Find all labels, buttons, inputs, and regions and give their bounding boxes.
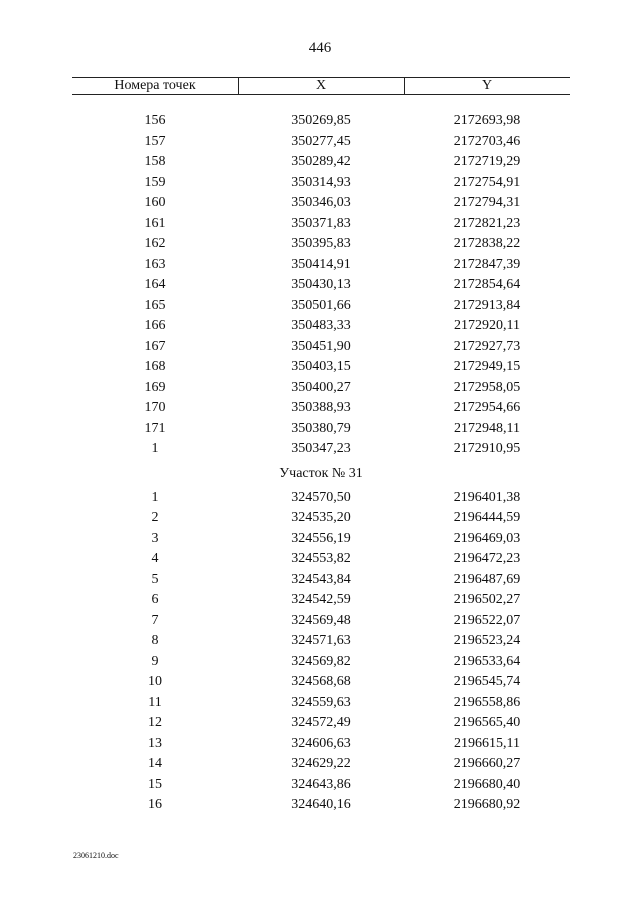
section-row bbox=[0, 460, 640, 488]
table-row bbox=[0, 398, 640, 419]
point-number-cell: 171 bbox=[144, 420, 166, 436]
x-coordinate-cell: 324543,84 bbox=[291, 571, 351, 587]
point-number-cell: 14 bbox=[148, 756, 162, 771]
x-coordinate-cell: 350388,93 bbox=[291, 400, 351, 415]
table-row bbox=[0, 549, 640, 570]
x-coordinate-cell: 350403,15 bbox=[291, 359, 351, 374]
y-coordinate-cell: 2172847,39 bbox=[453, 256, 521, 272]
y-coordinate-cell: 2196680,40 bbox=[453, 776, 521, 792]
table-row bbox=[0, 693, 640, 714]
x-coordinate-cell: 350400,27 bbox=[291, 379, 351, 395]
x-coordinate-cell: 324629,22 bbox=[291, 756, 351, 771]
page-number: 446 bbox=[308, 40, 332, 56]
y-coordinate-cell: 2172954,66 bbox=[453, 400, 521, 415]
point-number-cell: 5 bbox=[151, 571, 159, 587]
table-row bbox=[0, 378, 640, 399]
table-row bbox=[0, 234, 640, 255]
y-coordinate-cell: 2172949,15 bbox=[453, 359, 521, 374]
x-coordinate-cell: 324559,63 bbox=[291, 694, 351, 710]
x-coordinate-cell: 324571,63 bbox=[291, 633, 351, 648]
y-coordinate-cell: 2196523,24 bbox=[453, 633, 521, 648]
header-bottom-rule bbox=[72, 94, 570, 95]
section-title: Участок № 31 bbox=[279, 465, 363, 481]
x-coordinate-cell: 350380,79 bbox=[291, 420, 351, 436]
table-row bbox=[0, 357, 640, 378]
y-coordinate-cell: 2172920,11 bbox=[454, 318, 520, 333]
x-coordinate-cell: 324569,48 bbox=[291, 612, 351, 628]
table-row bbox=[0, 132, 640, 153]
table-row bbox=[0, 611, 640, 632]
x-coordinate-cell: 350347,23 bbox=[291, 441, 351, 456]
point-number-cell: 2 bbox=[151, 510, 159, 525]
table-row bbox=[0, 652, 640, 673]
point-number-cell: 163 bbox=[144, 256, 166, 272]
y-coordinate-cell: 2196558,86 bbox=[453, 694, 521, 710]
point-number-cell: 167 bbox=[144, 338, 166, 354]
y-coordinate-cell: 2196487,69 bbox=[453, 571, 521, 587]
point-number-cell: 168 bbox=[144, 359, 166, 374]
table-row bbox=[0, 214, 640, 235]
x-coordinate-cell: 324606,63 bbox=[291, 735, 351, 751]
table-row bbox=[0, 590, 640, 611]
x-coordinate-cell: 324568,68 bbox=[291, 674, 351, 689]
y-coordinate-cell: 2196545,74 bbox=[453, 674, 521, 689]
y-coordinate-cell: 2172927,73 bbox=[453, 338, 521, 354]
y-coordinate-cell: 2172958,05 bbox=[453, 379, 521, 395]
point-number-cell: 1 bbox=[151, 441, 159, 456]
table-row bbox=[0, 152, 640, 173]
table-row bbox=[0, 439, 640, 460]
x-coordinate-cell: 324572,49 bbox=[291, 715, 351, 730]
point-number-cell: 16 bbox=[148, 797, 162, 812]
point-number-cell: 160 bbox=[144, 195, 166, 210]
x-coordinate-cell: 324569,82 bbox=[291, 653, 351, 669]
point-number-cell: 9 bbox=[151, 653, 159, 669]
column-header-y: Y bbox=[481, 78, 493, 93]
table-row bbox=[0, 275, 640, 296]
table-row bbox=[0, 508, 640, 529]
point-number-cell: 10 bbox=[148, 674, 162, 689]
x-coordinate-cell: 350395,83 bbox=[291, 236, 351, 251]
y-coordinate-cell: 2172913,84 bbox=[453, 297, 521, 313]
point-number-cell: 3 bbox=[151, 530, 159, 546]
y-coordinate-cell: 2196401,38 bbox=[453, 489, 521, 505]
point-number-cell: 8 bbox=[151, 633, 159, 648]
y-coordinate-cell: 2196680,92 bbox=[453, 797, 521, 812]
y-coordinate-cell: 2172910,95 bbox=[453, 441, 521, 456]
table-row bbox=[0, 337, 640, 358]
x-coordinate-cell: 350430,13 bbox=[291, 277, 351, 292]
y-coordinate-cell: 2172948,11 bbox=[454, 420, 520, 436]
table-row bbox=[0, 672, 640, 693]
x-coordinate-cell: 324535,20 bbox=[291, 510, 351, 525]
x-coordinate-cell: 324553,82 bbox=[291, 551, 351, 566]
point-number-cell: 11 bbox=[148, 694, 162, 710]
y-coordinate-cell: 2172821,23 bbox=[453, 215, 521, 231]
x-coordinate-cell: 350277,45 bbox=[291, 133, 351, 149]
table-row bbox=[0, 296, 640, 317]
point-number-cell: 169 bbox=[144, 379, 166, 395]
point-number-cell: 162 bbox=[144, 236, 166, 251]
table-row bbox=[0, 631, 640, 652]
point-number-cell: 4 bbox=[151, 551, 159, 566]
y-coordinate-cell: 2172693,98 bbox=[453, 113, 521, 128]
x-coordinate-cell: 350414,91 bbox=[291, 256, 351, 272]
y-coordinate-cell: 2196472,23 bbox=[453, 551, 521, 566]
table-row bbox=[0, 111, 640, 132]
point-number-cell: 165 bbox=[144, 297, 166, 313]
point-number-cell: 15 bbox=[148, 776, 162, 792]
x-coordinate-cell: 324643,86 bbox=[291, 776, 351, 792]
x-coordinate-cell: 350483,33 bbox=[291, 318, 351, 333]
footer-filename: 23061210.doc bbox=[73, 851, 119, 860]
y-coordinate-cell: 2196502,27 bbox=[453, 592, 521, 607]
point-number-cell: 13 bbox=[148, 735, 162, 751]
point-number-cell: 7 bbox=[151, 612, 159, 628]
y-coordinate-cell: 2196565,40 bbox=[453, 715, 521, 730]
y-coordinate-cell: 2196533,64 bbox=[453, 653, 521, 669]
point-number-cell: 164 bbox=[144, 277, 166, 292]
point-number-cell: 170 bbox=[144, 400, 166, 415]
y-coordinate-cell: 2172754,91 bbox=[453, 174, 521, 190]
table-row bbox=[0, 754, 640, 775]
table-row bbox=[0, 734, 640, 755]
x-coordinate-cell: 350314,93 bbox=[291, 174, 351, 190]
table-row bbox=[0, 419, 640, 440]
table-row bbox=[0, 316, 640, 337]
x-coordinate-cell: 350289,42 bbox=[291, 154, 351, 169]
x-coordinate-cell: 324556,19 bbox=[291, 530, 351, 546]
y-coordinate-cell: 2196522,07 bbox=[453, 612, 521, 628]
x-coordinate-cell: 350451,90 bbox=[291, 338, 351, 354]
y-coordinate-cell: 2172854,64 bbox=[453, 277, 521, 292]
column-header-x: X bbox=[315, 78, 327, 93]
point-number-cell: 1 bbox=[151, 489, 159, 505]
table-row bbox=[0, 795, 640, 816]
x-coordinate-cell: 350346,03 bbox=[291, 195, 351, 210]
point-number-cell: 158 bbox=[144, 154, 166, 169]
x-coordinate-cell: 350371,83 bbox=[291, 215, 351, 231]
y-coordinate-cell: 2172794,31 bbox=[453, 195, 521, 210]
point-number-cell: 6 bbox=[151, 592, 159, 607]
table-row bbox=[0, 255, 640, 276]
table-row bbox=[0, 775, 640, 796]
table-row bbox=[0, 713, 640, 734]
y-coordinate-cell: 2196444,59 bbox=[453, 510, 521, 525]
coordinates-table-body bbox=[0, 111, 640, 816]
y-coordinate-cell: 2172719,29 bbox=[453, 154, 521, 169]
point-number-cell: 156 bbox=[144, 113, 166, 128]
table-row bbox=[0, 193, 640, 214]
table-row bbox=[0, 488, 640, 509]
point-number-cell: 159 bbox=[144, 174, 166, 190]
y-coordinate-cell: 2172703,46 bbox=[453, 133, 521, 149]
table-row bbox=[0, 570, 640, 591]
x-coordinate-cell: 350269,85 bbox=[291, 113, 351, 128]
column-header-points: Номера точек bbox=[114, 78, 196, 93]
point-number-cell: 157 bbox=[144, 133, 166, 149]
x-coordinate-cell: 324542,59 bbox=[291, 592, 351, 607]
y-coordinate-cell: 2196469,03 bbox=[453, 530, 521, 546]
x-coordinate-cell: 350501,66 bbox=[291, 297, 351, 313]
table-row bbox=[0, 529, 640, 550]
point-number-cell: 166 bbox=[144, 318, 166, 333]
y-coordinate-cell: 2196660,27 bbox=[453, 756, 521, 771]
table-row bbox=[0, 173, 640, 194]
y-coordinate-cell: 2196615,11 bbox=[454, 735, 520, 751]
y-coordinate-cell: 2172838,22 bbox=[453, 236, 521, 251]
point-number-cell: 161 bbox=[144, 215, 166, 231]
x-coordinate-cell: 324570,50 bbox=[291, 489, 351, 505]
table-header bbox=[72, 75, 570, 95]
x-coordinate-cell: 324640,16 bbox=[291, 797, 351, 812]
point-number-cell: 12 bbox=[148, 715, 162, 730]
